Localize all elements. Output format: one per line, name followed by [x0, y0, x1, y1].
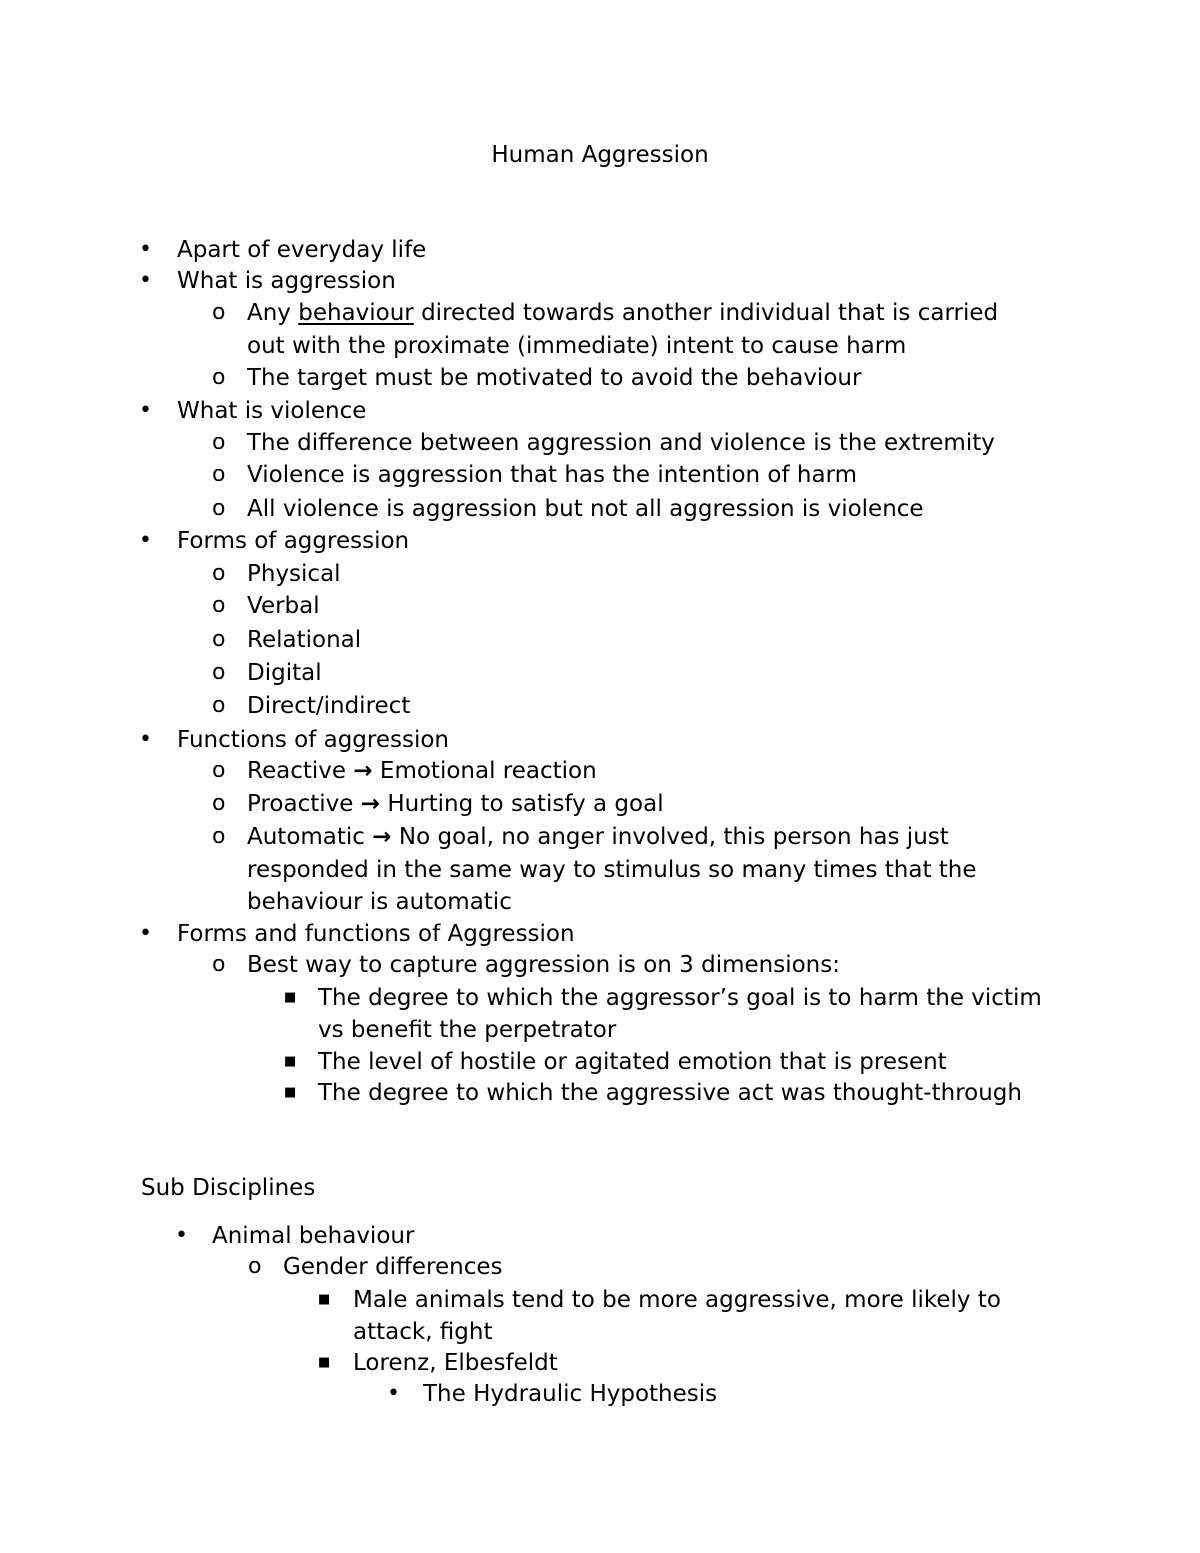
bullet-circle: o: [212, 593, 226, 618]
bullet-square: ■: [284, 1085, 297, 1100]
bullet-square: ■: [318, 1355, 331, 1370]
bullet-circle: o: [212, 660, 226, 685]
list-item: Relational: [247, 627, 362, 653]
list-item: The difference between aggression and violence is the extremity: [247, 430, 995, 456]
bullet-dot: •: [387, 1381, 400, 1406]
list-item-continuation: responded in the same way to stimulus so many times that the: [247, 857, 977, 883]
bullet-circle: o: [212, 952, 226, 977]
list-item: Violence is aggression that has the intention of harm: [247, 462, 858, 488]
list-item-continuation: attack, fight: [353, 1319, 493, 1345]
text-span: Emotional reaction: [379, 758, 597, 784]
bullet-dot: •: [175, 1223, 188, 1248]
list-item: Direct/indirect: [247, 693, 411, 719]
list-item-continuation: vs benefit the perpetrator: [318, 1017, 617, 1043]
list-item-continuation: behaviour is automatic: [247, 889, 512, 915]
list-item: [247, 821, 949, 853]
bullet-circle: o: [212, 824, 226, 849]
bullet-circle: o: [212, 693, 226, 718]
list-item: Apart of everyday life: [177, 237, 427, 263]
underlined-term: behaviour: [298, 300, 414, 326]
list-item: All violence is aggression but not all aggression is violence: [247, 496, 924, 522]
list-item: Physical: [247, 561, 341, 587]
bullet-square: ■: [284, 990, 297, 1005]
list-item: [247, 297, 998, 329]
list-item: Gender differences: [283, 1254, 503, 1280]
bullet-dot: •: [139, 727, 152, 752]
list-item: What is aggression: [177, 268, 396, 294]
list-item: [247, 788, 664, 820]
bullet-circle: o: [212, 627, 226, 652]
bullet-square: ■: [284, 1054, 297, 1069]
text-span: Hurting to satisfy a goal: [387, 791, 664, 817]
list-item: The degree to which the aggressor’s goal is to harm the victim: [318, 985, 1042, 1011]
text-span: directed towards another individual that is carried: [413, 300, 999, 326]
list-item: Male animals tend to be more aggressive, more likely to: [353, 1287, 1001, 1313]
bullet-square: ■: [318, 1292, 331, 1307]
text-span: Reactive: [247, 758, 347, 784]
section-heading: Sub Disciplines: [141, 1175, 316, 1201]
list-item: Best way to capture aggression is on 3 dimensions:: [247, 952, 840, 978]
bullet-circle: o: [212, 791, 226, 816]
list-item: The target must be motivated to avoid the behaviour: [247, 365, 862, 391]
list-item: Digital: [247, 660, 322, 686]
list-item: Forms and functions of Aggression: [177, 921, 575, 947]
list-item: The level of hostile or agitated emotion that is present: [318, 1049, 947, 1075]
bullet-circle: o: [212, 496, 226, 521]
list-item: The degree to which the aggressive act was thought-through: [318, 1080, 1022, 1106]
list-item: Functions of aggression: [177, 727, 450, 753]
text-span: Proactive: [247, 791, 354, 817]
bullet-circle: o: [212, 365, 226, 390]
text-span: Automatic: [247, 824, 365, 850]
bullet-dot: •: [139, 237, 152, 262]
bullet-circle: o: [212, 462, 226, 487]
list-item: [247, 755, 597, 787]
list-item: Animal behaviour: [212, 1223, 415, 1249]
bullet-circle: o: [212, 758, 226, 783]
bullet-dot: •: [139, 921, 152, 946]
bullet-circle: o: [248, 1254, 262, 1279]
arrow-icon: →: [372, 824, 392, 850]
arrow-icon: →: [353, 758, 373, 784]
list-item: What is violence: [177, 398, 367, 424]
bullet-dot: •: [139, 528, 152, 553]
bullet-circle: o: [212, 430, 226, 455]
list-item: Verbal: [247, 593, 320, 619]
bullet-circle: o: [212, 561, 226, 586]
list-item: Forms of aggression: [177, 528, 410, 554]
bullet-circle: o: [212, 300, 226, 325]
text-span: Any: [247, 300, 299, 326]
list-item: The Hydraulic Hypothesis: [423, 1381, 718, 1407]
bullet-dot: •: [139, 268, 152, 293]
list-item: Lorenz, Elbesfeldt: [353, 1350, 558, 1376]
bullet-dot: •: [139, 398, 152, 423]
list-item-continuation: out with the proximate (immediate) intent to cause harm: [247, 333, 907, 359]
arrow-icon: →: [360, 791, 380, 817]
text-span: No goal, no anger involved, this person has just: [398, 824, 949, 850]
document-title: Human Aggression: [491, 142, 709, 168]
